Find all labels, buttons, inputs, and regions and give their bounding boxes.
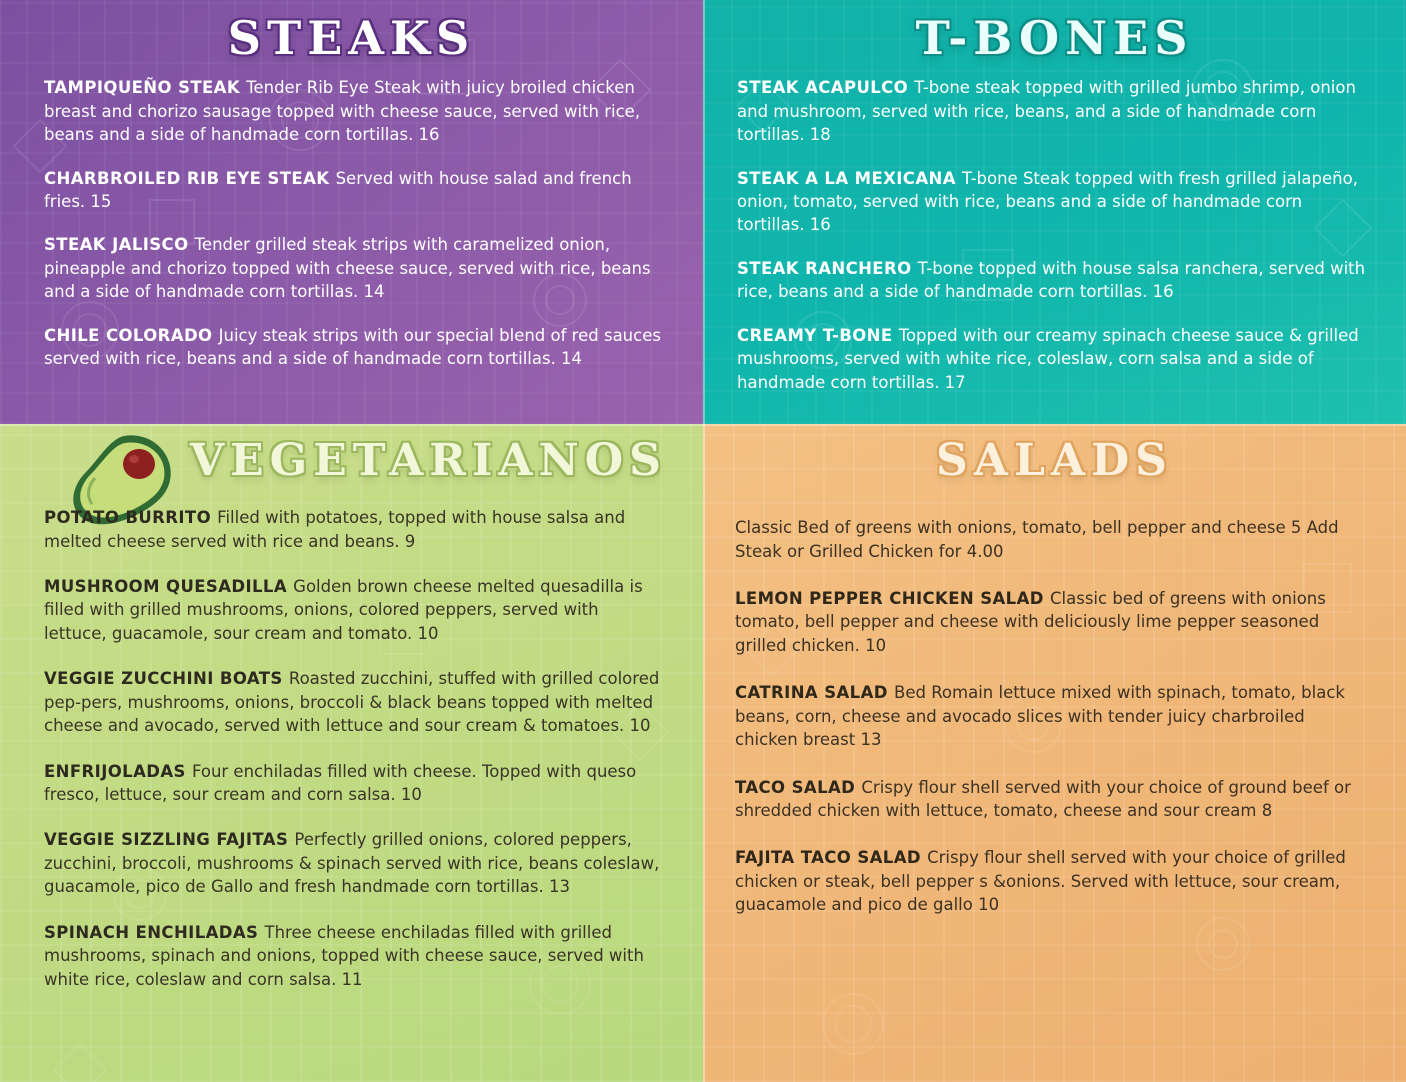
item-list-vegetarianos <box>0 490 703 1023</box>
item-name: SPINACH ENCHILADAS <box>44 922 265 942</box>
menu-item <box>44 233 669 303</box>
item-name: FAJITA TACO SALAD <box>735 848 928 868</box>
menu-item <box>44 828 663 898</box>
menu-item <box>737 167 1372 237</box>
item-name: STEAK JALISCO <box>44 235 195 255</box>
section-tbones <box>703 0 1406 424</box>
item-description: Classic Bed of greens with onions, tomato, bell pepper and cheese 5 Add Steak or Grilled Chicken for 4.00 <box>735 518 1339 561</box>
item-description: T-bone steak topped with grilled jumbo shrimp, onion and mushroom, served with rice, beans, and a side of handmade corn tortillas. 18 <box>737 78 1356 145</box>
item-description: Topped with our creamy spinach cheese sauce & grilled mushrooms, served with white rice, coleslaw, corn salsa and a side of handmade corn tortillas. 17 <box>737 325 1359 392</box>
section-title-steaks: STEAKS <box>227 11 476 65</box>
item-name: CATRINA SALAD <box>735 683 894 703</box>
menu-item <box>735 516 1362 563</box>
item-name: VEGGIE SIZZLING FAJITAS <box>44 830 295 850</box>
menu-item <box>44 760 663 807</box>
item-name: TAMPIQUEÑO STEAK <box>44 78 247 98</box>
item-description: Perfectly grilled onions, colored peppers, zucchini, broccoli, mushrooms & spinach served with rice, beans coleslaw, guacamole, pico de Gallo and fresh handmade corn tortillas. 13 <box>44 830 660 897</box>
item-name: CHILE COLORADO <box>44 325 219 345</box>
item-name: POTATO BURRITO <box>44 508 218 528</box>
item-description: Crispy flour shell served with your choice of ground beef or shredded chicken with lettuce, tomato, cheese and sour cream 8 <box>735 777 1351 820</box>
menu-item <box>44 506 663 553</box>
item-description: Tender Rib Eye Steak with juicy broiled chicken breast and chorizo sausage topped with cheese sauce, served with rice, beans and a side of handmade corn tortillas. 16 <box>44 78 641 145</box>
section-title-salads: SALADS <box>936 435 1173 486</box>
item-description: Juicy steak strips with our special blend of red sauces served with rice, beans and a side of handmade corn tortillas. 14 <box>44 325 661 369</box>
item-description: Golden brown cheese melted quesadilla is filled with grilled mushrooms, onions, colored peppers, served with lettuce, guacamole, sour cream and tomato. 10 <box>44 577 643 643</box>
item-list-tbones <box>703 68 1406 424</box>
menu-item <box>44 76 669 146</box>
menu-item <box>44 324 669 371</box>
vertical-divider <box>703 0 705 1082</box>
item-description: Served with house salad and french fries. 15 <box>44 168 632 211</box>
item-list-salads <box>703 490 1406 950</box>
menu-item <box>735 587 1362 657</box>
section-salads <box>703 424 1406 1082</box>
menu-item <box>737 324 1372 394</box>
menu-item <box>735 776 1362 823</box>
item-name: STEAK ACAPULCO <box>737 78 915 98</box>
item-description: Three cheese enchiladas filled with grilled mushrooms, spinach and onions, topped with cheese sauce, served with white rice, coleslaw and corn salsa. 11 <box>44 922 644 989</box>
item-description: Roasted zucchini, stuffed with grilled colored pep-pers, mushrooms, onions, broccoli & black beans topped with melted cheese and avocado, served with lettuce and sour cream & tomatoes. 10 <box>44 669 660 736</box>
menu-item <box>44 921 663 991</box>
item-description: T-bone topped with house salsa ranchera, served with rice, beans and a side of handmade corn tortillas. 16 <box>737 258 1366 302</box>
menu-item <box>44 167 669 214</box>
item-name: CREAMY T-BONE <box>737 325 899 345</box>
menu-item <box>737 76 1372 146</box>
item-name: MUSHROOM QUESADILLA <box>44 577 294 597</box>
section-vegetarianos <box>0 424 703 1082</box>
menu-item <box>44 575 663 645</box>
item-description: Filled with potatoes, topped with house salsa and melted cheese served with rice and beans. 9 <box>44 508 626 551</box>
item-name: VEGGIE ZUCCHINI BOATS <box>44 669 289 689</box>
item-description: Tender grilled steak strips with caramelized onion, pineapple and chorizo topped with cheese sauce, served with rice, beans and a side of handmade corn tortillas. 14 <box>44 235 651 302</box>
item-description: Bed Romain lettuce mixed with spinach, tomato, black beans, corn, cheese and avocado slices with tender juicy charbroiled chicken breast 13 <box>735 683 1345 750</box>
horizontal-divider <box>0 424 1406 426</box>
item-name: CHARBROILED RIB EYE STEAK <box>44 168 336 188</box>
item-description: Classic bed of greens with onions tomato, bell pepper and cheese with deliciously lime pepper seasoned grilled chicken. 10 <box>735 589 1326 655</box>
section-title-vegetarianos: VEGETARIANOS <box>190 435 667 486</box>
item-name: STEAK A LA MEXICANA <box>737 168 963 188</box>
menu-item <box>735 846 1362 916</box>
section-steaks <box>0 0 703 424</box>
item-name: ENFRIJOLADAS <box>44 761 192 781</box>
item-description: Four enchiladas filled with cheese. Topped with queso fresco, lettuce, sour cream and corn salsa. 10 <box>44 761 637 804</box>
section-title-tbones: T-BONES <box>915 11 1194 65</box>
item-description: Crispy flour shell served with your choice of grilled chicken or steak, bell pepper s &onions. Served with lettuce, sour cream, guacamole and pico de gallo 10 <box>735 848 1346 915</box>
menu-item <box>735 681 1362 751</box>
menu-item <box>737 257 1372 304</box>
item-description: T-bone Steak topped with fresh grilled jalapeño, onion, tomato, served with rice, beans and a side of handmade corn tortillas. 16 <box>737 168 1358 235</box>
item-name: TACO SALAD <box>735 777 862 797</box>
item-list-steaks <box>0 68 703 400</box>
menu-item <box>44 667 663 737</box>
item-name: LEMON PEPPER CHICKEN SALAD <box>735 589 1051 609</box>
item-name: STEAK RANCHERO <box>737 258 918 278</box>
